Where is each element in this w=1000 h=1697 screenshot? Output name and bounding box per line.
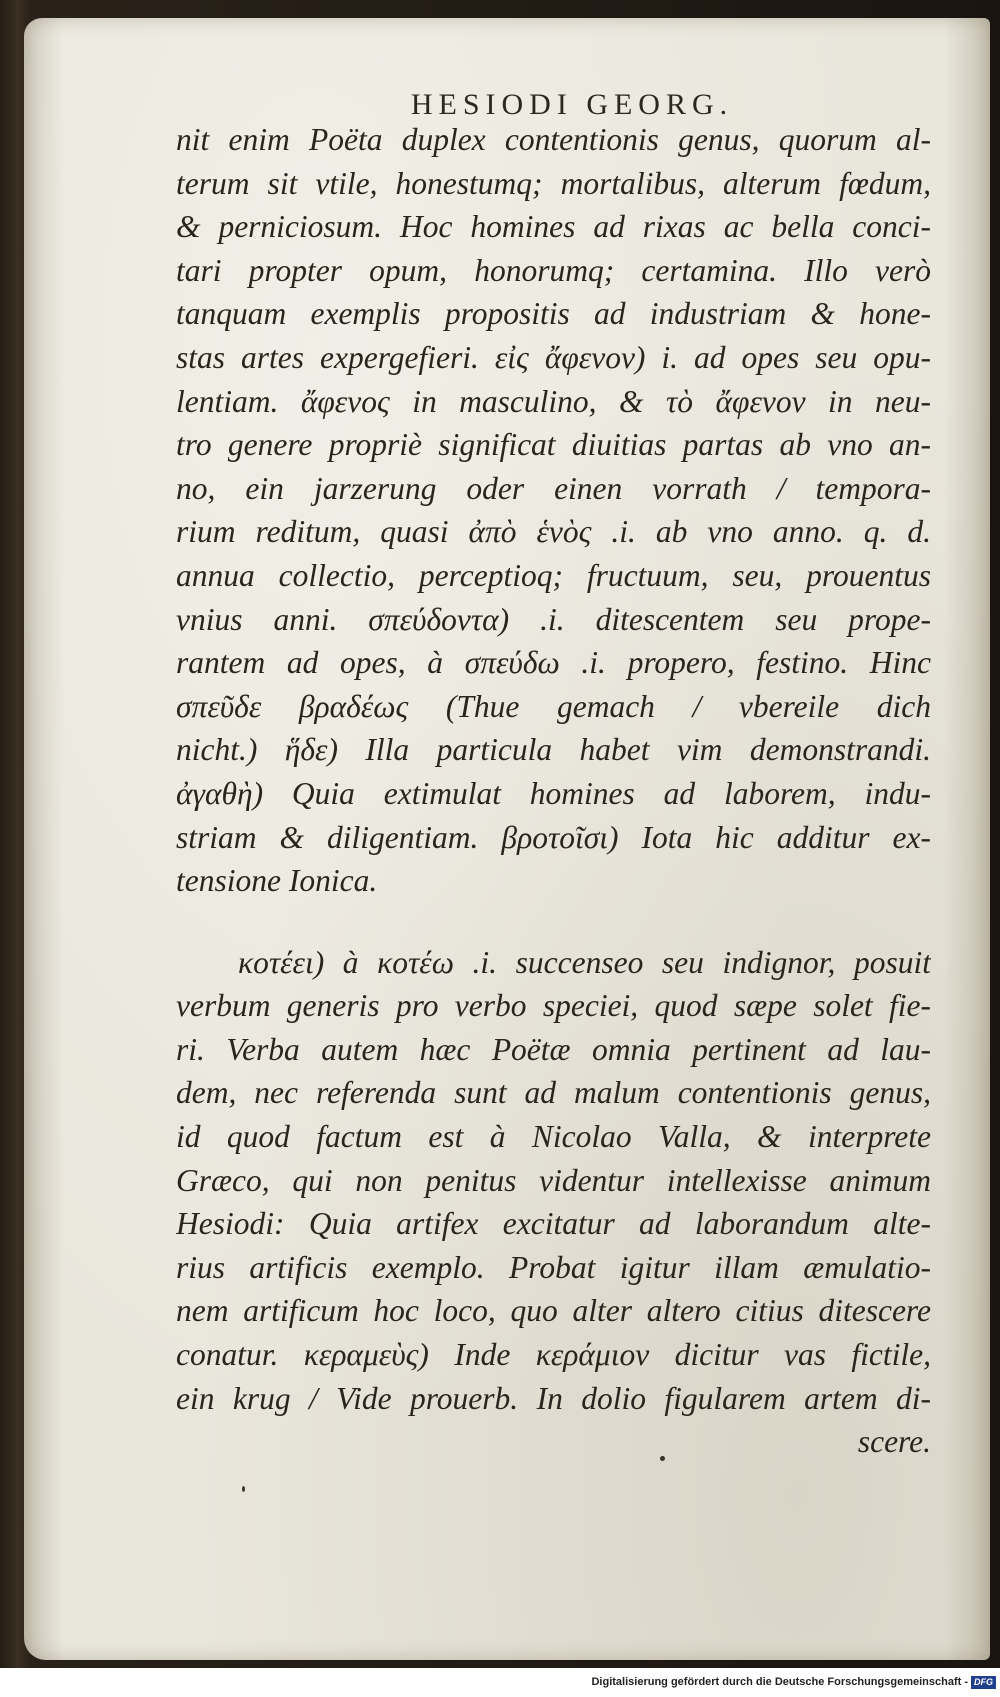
text-line: Hesiodi: Quia artifex excitatur ad laborandum alte- [176,1206,931,1242]
text-line: id quod factum est à Nicolao Valla, & interprete [176,1119,931,1155]
text-line: ri. Verba autem hæc Poëtæ omnia pertinent ad lau- [176,1031,931,1067]
text-line: lentiam. ἄφενος in masculino, & τὸ ἄφενον in neu- [176,383,931,419]
digitization-footer [0,1668,1000,1697]
page-text [176,118,931,1464]
text-line: rantem ad opes, à σπεύδω .i. propero, festino. Hinc [176,645,931,681]
text-line: σπεῦδε βραδέως (Thue gemach / vbereile dich [176,688,931,724]
paragraph-1 [176,118,931,903]
text-line: scere. [857,1424,931,1460]
text-line: no, ein jarzerung oder einen vorrath / tempora- [176,470,931,506]
text-line: & perniciosum. Hoc homines ad rixas ac bella conci- [176,209,931,245]
text-line: nem artificum hoc loco, quo alter altero citius ditescere [176,1293,931,1329]
text-line: nicht.) ἥδε) Illa particula habet vim demonstrandi. [176,732,931,768]
text-line: annua collectio, perceptioq; fructuum, seu, prouentus [176,557,931,593]
text-line: rium reditum, quasi ἀπὸ ἑνὸς .i. ab vno anno. q. d. [176,514,931,550]
dfg-logo: DFG [971,1676,996,1689]
text-line: striam & diligentiam. βροτοῖσι) Iota hic additur ex- [176,819,931,855]
running-header: HESIODI GEORG. [410,88,734,121]
text-line: conatur. κεραμεὺς) Inde κεράμιον dicitur vas fictile, [176,1337,931,1373]
text-line: ἀγαθὴ) Quia extimulat homines ad laborem, indu- [176,775,931,811]
text-line: tanquam exemplis propositis ad industriam & hone- [176,296,931,332]
text-line: ein krug / Vide prouerb. In dolio figularem artem di- [176,1380,931,1416]
text-line: κοτέει) à κοτέω .i. succenseo seu indignor, posuit [238,944,931,980]
text-line: tari propter opum, honorumq; certamina. Illo verò [176,252,931,288]
text-line: tensione Ionica. [176,863,378,899]
footer-credit: Digitalisierung gefördert durch die Deutsche Forschungsgemeinschaft - [591,1676,968,1688]
text-line: vnius anni. σπεύδοντα) .i. ditescentem seu prope- [176,601,931,637]
text-line: tro genere propriè significat diuitias partas ab vno an- [176,427,931,463]
paragraph-2 [176,941,931,1464]
text-line: rius artificis exemplo. Probat igitur illam æmulatio- [176,1249,931,1285]
text-line: terum sit vtile, honestumq; mortalibus, alterum fœdum, [176,165,931,201]
text-line: nit enim Poëta duplex contentionis genus, quorum al- [176,122,931,157]
text-line: dem, nec referenda sunt ad malum contentionis genus, [176,1075,931,1111]
paragraph-gap [176,903,931,941]
text-line: Græco, qui non penitus videntur intellexisse animum [176,1162,931,1198]
text-line: stas artes expergefieri. εἰς ἄφενον) i. ad opes seu opu- [176,339,931,375]
text-line: verbum generis pro verbo speciei, quod sæpe solet fie- [176,988,931,1024]
